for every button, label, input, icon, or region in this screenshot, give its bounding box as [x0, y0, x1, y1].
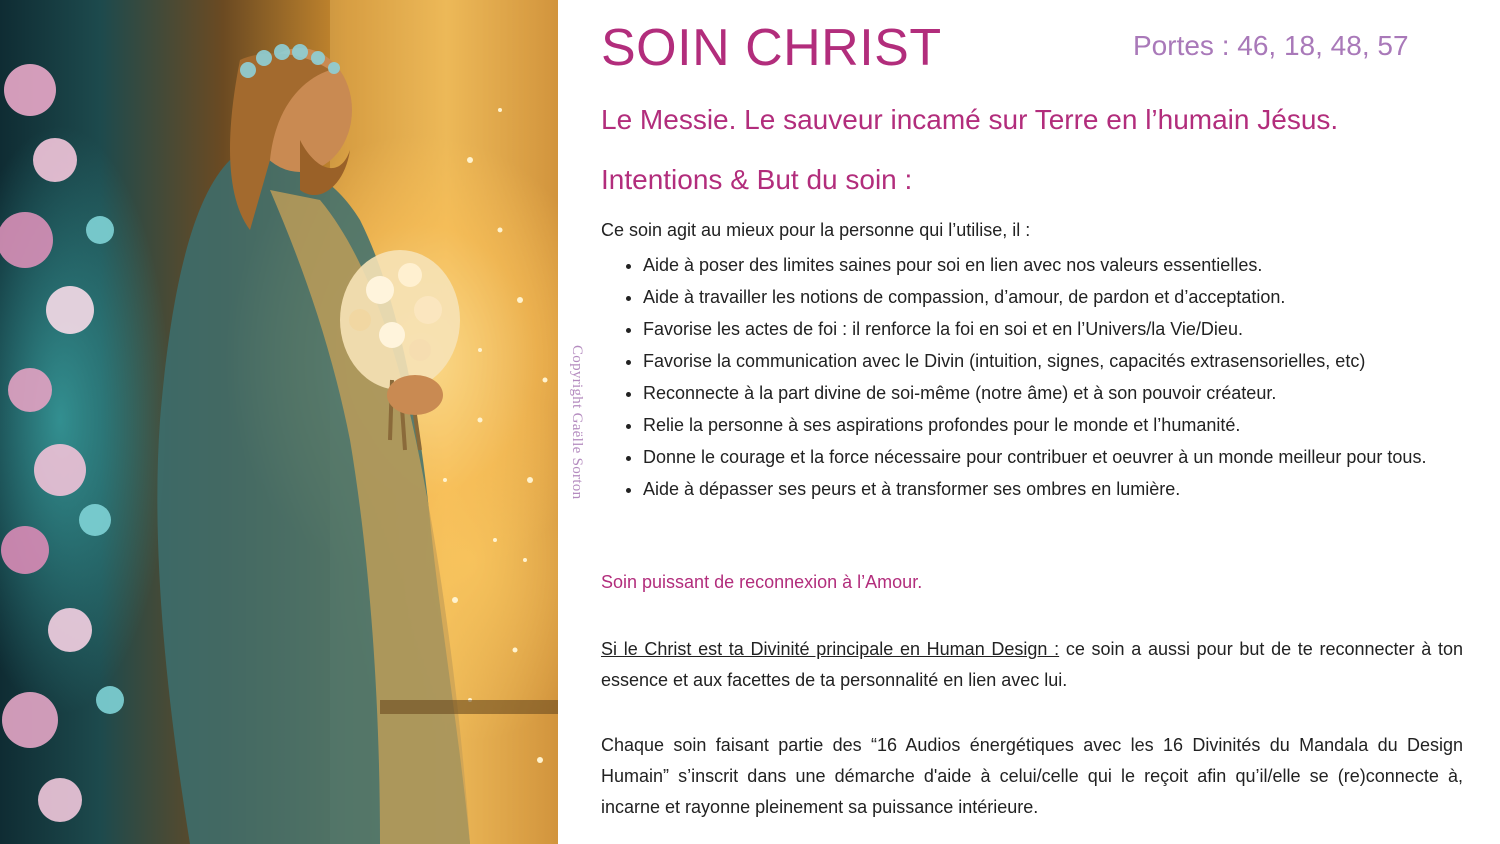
list-item: • Relie la personne à ses aspirations profondes pour le monde et l’humanité. [643, 409, 1463, 441]
list-item: • Favorise les actes de foi : il renforce la foi en soi et en l’Univers/la Vie/Dieu. [643, 313, 1463, 345]
list-item: • Reconnecte à la part divine de soi-même (notre âme) et à son pouvoir créateur. [643, 377, 1463, 409]
benefits-list [601, 249, 1463, 505]
christ-illustration [0, 0, 558, 844]
list-item: • Favorise la communication avec le Divin (intuition, signes, capacités extrasensorielles, etc) [643, 345, 1463, 377]
subtitle: Le Messie. Le sauveur incamé sur Terre en l’humain Jésus. [601, 104, 1339, 135]
list-item: • Aide à travailler les notions de compassion, d’amour, de pardon et d’acceptation. [643, 281, 1463, 313]
copyright-notice: Copyright Gaëlle Sorton [569, 345, 585, 500]
illustration-shapes [0, 0, 558, 844]
divinity-label: Si le Christ est ta Divinité principale en Human Design : [601, 639, 1060, 659]
highlight-text: Soin puissant de reconnexion à l’Amour. [601, 572, 923, 592]
divinity-paragraph [601, 634, 1463, 696]
list-item: • Donne le courage et la force nécessaire pour contribuer et oeuvrer à un monde meilleur pour tous. [643, 441, 1463, 473]
list-item: • Aide à poser des limites saines pour soi en lien avec nos valeurs essentielles. [643, 249, 1463, 281]
divinity-text: ce soin a aussi pour but de te reconnecter à ton essence et aux facettes de ta personnalité en lien avec lui. [601, 639, 1463, 690]
gates-label: Portes : 46, 18, 48, 57 [1133, 30, 1409, 61]
intro-text: Ce soin agit au mieux pour la personne qui l’utilise, il : [601, 220, 1031, 240]
closing-paragraph: Chaque soin faisant partie des “16 Audios énergétiques avec les 16 Divinités du Mandala du Design Humain” s’inscrit dans une démarche d'aide à celui/celle qui le reçoit afin qu’il/elle se (re)connecte à, incarne et rayonne pleinement sa puissance intérieure. [601, 735, 1463, 817]
page-title: SOIN CHRIST [601, 19, 942, 77]
list-item: • Aide à dépasser ses peurs et à transformer ses ombres en lumière. [643, 473, 1463, 505]
section-heading: Intentions & But du soin : [601, 164, 913, 195]
